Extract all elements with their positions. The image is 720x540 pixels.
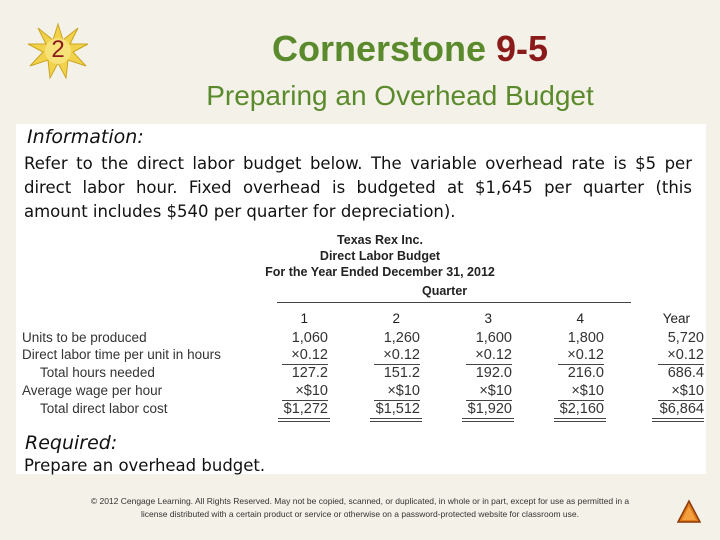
table-cell: ×$10 [387, 383, 420, 399]
table-cell: 192.0 [475, 365, 512, 381]
table-cell: $1,920 [467, 401, 512, 417]
table-name: Direct Labor Budget [319, 249, 441, 263]
badge-number: 2 [51, 36, 65, 63]
page-subtitle: Preparing an Overhead Budget [206, 80, 594, 111]
table-cell: $6,864 [659, 401, 704, 417]
double-underline [370, 418, 422, 419]
required-heading: Required: [25, 432, 118, 454]
table-cell: 127.2 [291, 365, 328, 381]
table-cell: ×$10 [571, 383, 604, 399]
table-title-block [230, 232, 530, 280]
required-text: Prepare an overhead budget. [24, 456, 266, 475]
table-cell: ×0.12 [383, 347, 420, 363]
col-head-q4: 4 [576, 311, 584, 326]
row-label-units: Units to be produced [22, 330, 147, 345]
title-word: Cornerstone [271, 28, 486, 69]
row-label-time-per-unit: Direct labor time per unit in hours [22, 347, 221, 362]
double-underline [278, 421, 330, 422]
table-cell: 1,260 [383, 330, 420, 346]
table-cell: 1,800 [567, 330, 604, 346]
double-underline [370, 421, 422, 422]
table-cell: 5,720 [667, 330, 704, 346]
table-cell: 1,060 [291, 330, 328, 346]
quarter-label: Quarter [422, 284, 468, 298]
row-label-average-wage: Average wage per hour [22, 383, 163, 398]
table-cell: ×$10 [671, 383, 704, 399]
row-label-total-cost: Total direct labor cost [40, 401, 168, 416]
table-cell: ×0.12 [475, 347, 512, 363]
table-period: For the Year Ended December 31, 2012 [265, 265, 495, 279]
double-underline [278, 418, 330, 419]
double-underline [652, 418, 704, 419]
table-cell: 1,600 [475, 330, 512, 346]
table-cell: $1,272 [283, 401, 328, 417]
col-head-year: Year [662, 311, 690, 326]
quarter-rule [277, 302, 631, 303]
table-cell: ×$10 [479, 383, 512, 399]
table-cell: ×0.12 [667, 347, 704, 363]
chapter-badge [26, 22, 90, 80]
col-head-q3: 3 [484, 311, 492, 326]
copyright-footer [30, 495, 690, 521]
double-underline [554, 421, 606, 422]
copyright-line-2: license distributed with a certain product or service or otherwise on a password-protected website for classroom use. [141, 509, 579, 519]
table-company: Texas Rex Inc. [337, 233, 423, 247]
information-heading: Information: [27, 126, 144, 148]
double-underline [652, 421, 704, 422]
col-head-q1: 1 [300, 311, 308, 326]
title-number: 9-5 [496, 28, 549, 69]
table-cell: 216.0 [567, 365, 604, 381]
copyright-line-1: © 2012 Cengage Learning. All Rights Reserved. May not be copied, scanned, or duplicated, in whole or in part, except for use as permitted in a [90, 496, 630, 506]
double-underline [462, 421, 514, 422]
double-underline [462, 418, 514, 419]
table-cell: ×$10 [295, 383, 328, 399]
table-cell: $1,512 [375, 401, 420, 417]
table-cell: $2,160 [559, 401, 604, 417]
double-underline [554, 418, 606, 419]
table-cell: 686.4 [667, 365, 704, 381]
table-cell: ×0.12 [291, 347, 328, 363]
col-head-q2: 2 [392, 311, 400, 326]
page-title [170, 28, 650, 70]
next-arrow-icon[interactable] [676, 498, 702, 524]
information-text: Refer to the direct labor budget below. The variable overhead rate is $5 per direct labor hour. Fixed overhead is budgeted at $1,645 per quarter (this amount includes $540 per quarter for depreciation). [24, 154, 692, 221]
row-label-total-hours: Total hours needed [40, 365, 155, 380]
table-cell: ×0.12 [567, 347, 604, 363]
table-cell: 151.2 [383, 365, 420, 381]
